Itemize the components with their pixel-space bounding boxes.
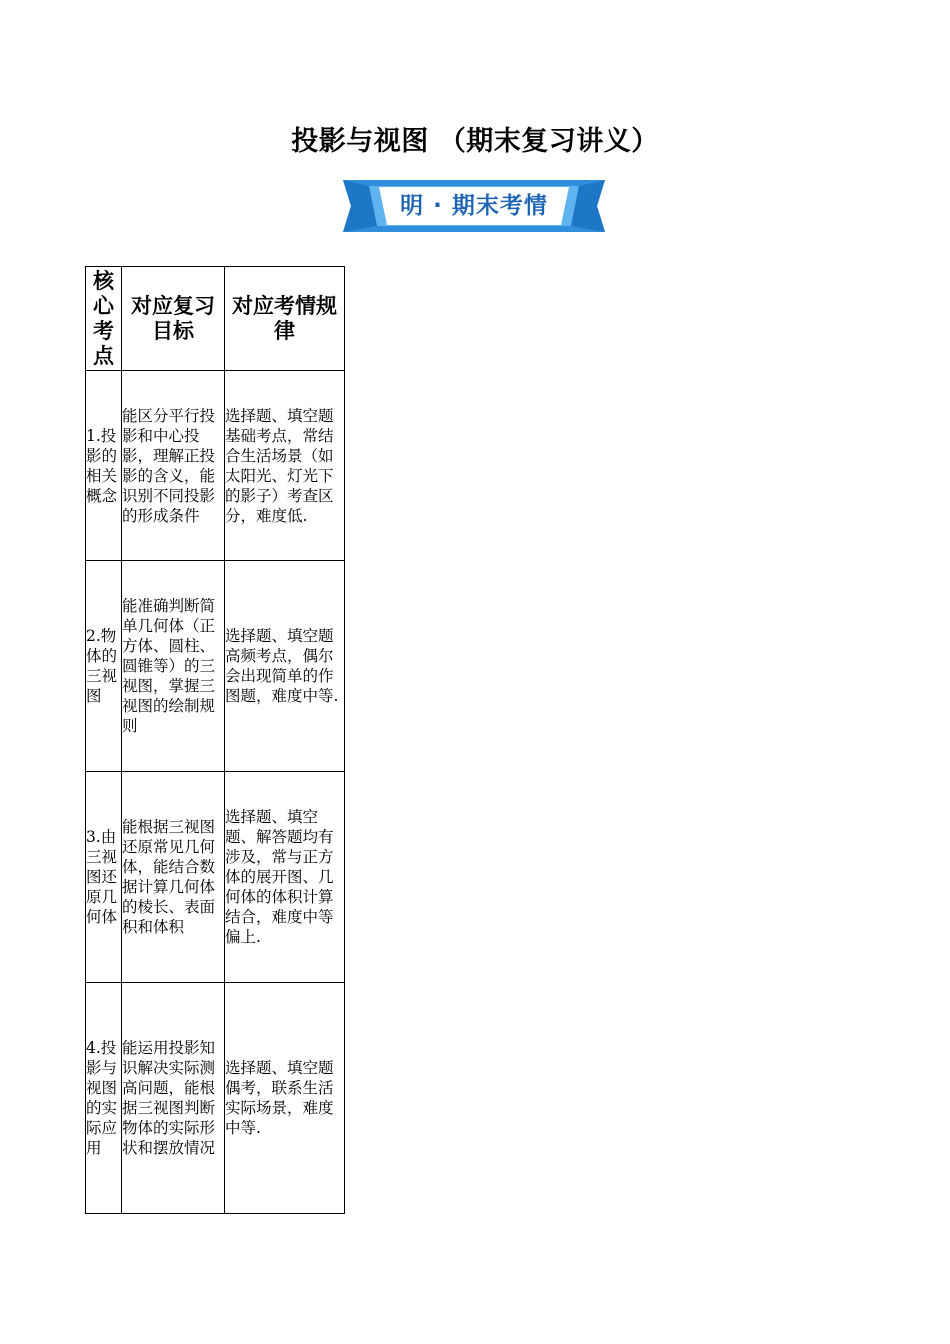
exam-pattern-cell: 选择题、填空题高频考点，偶尔会出现简单的作图题，难度中等.	[225, 561, 345, 772]
core-point-cell: 1.投影的相关概念	[86, 371, 122, 561]
table-header-row	[86, 267, 345, 371]
header-exam-pattern: 对应考情规律	[225, 267, 345, 371]
table-row	[86, 772, 345, 983]
review-goal-cell: 能准确判断简单几何体（正方体、圆柱、圆锥等）的三视图，掌握三视图的绘制规则	[122, 561, 225, 772]
core-point-cell: 3.由三视图还原几何体	[86, 772, 122, 983]
review-goal-cell: 能根据三视图还原常见几何体，能结合数据计算几何体的棱长、表面积和体积	[122, 772, 225, 983]
page-title: 投影与视图 （期末复习讲义）	[291, 126, 659, 157]
banner-text: 明 · 期末考情	[400, 193, 548, 219]
table-row	[86, 371, 345, 561]
core-point-cell: 4.投影与视图的实际应用	[86, 983, 122, 1214]
review-goal-cell: 能区分平行投影和中心投影，理解正投影的含义，能识别不同投影的形成条件	[122, 371, 225, 561]
core-point-cell: 2.物体的三视图	[86, 561, 122, 772]
section-banner	[339, 180, 609, 232]
table-row	[86, 983, 345, 1214]
exam-pattern-cell: 选择题、填空题、解答题均有涉及，常与正方体的展开图、几何体的体积计算结合，难度中等偏上.	[225, 772, 345, 983]
header-core-point: 核心考点	[86, 267, 122, 371]
exam-pattern-cell: 选择题、填空题偶考，联系生活实际场景，难度中等.	[225, 983, 345, 1214]
review-goal-cell: 能运用投影知识解决实际测高问题，能根据三视图判断物体的实际形状和摆放情况	[122, 983, 225, 1214]
header-review-goal: 对应复习目标	[122, 267, 225, 371]
review-table	[85, 266, 345, 1214]
table-row	[86, 561, 345, 772]
exam-pattern-cell: 选择题、填空题基础考点，常结合生活场景（如太阳光、灯光下的影子）考查区分，难度低.	[225, 371, 345, 561]
